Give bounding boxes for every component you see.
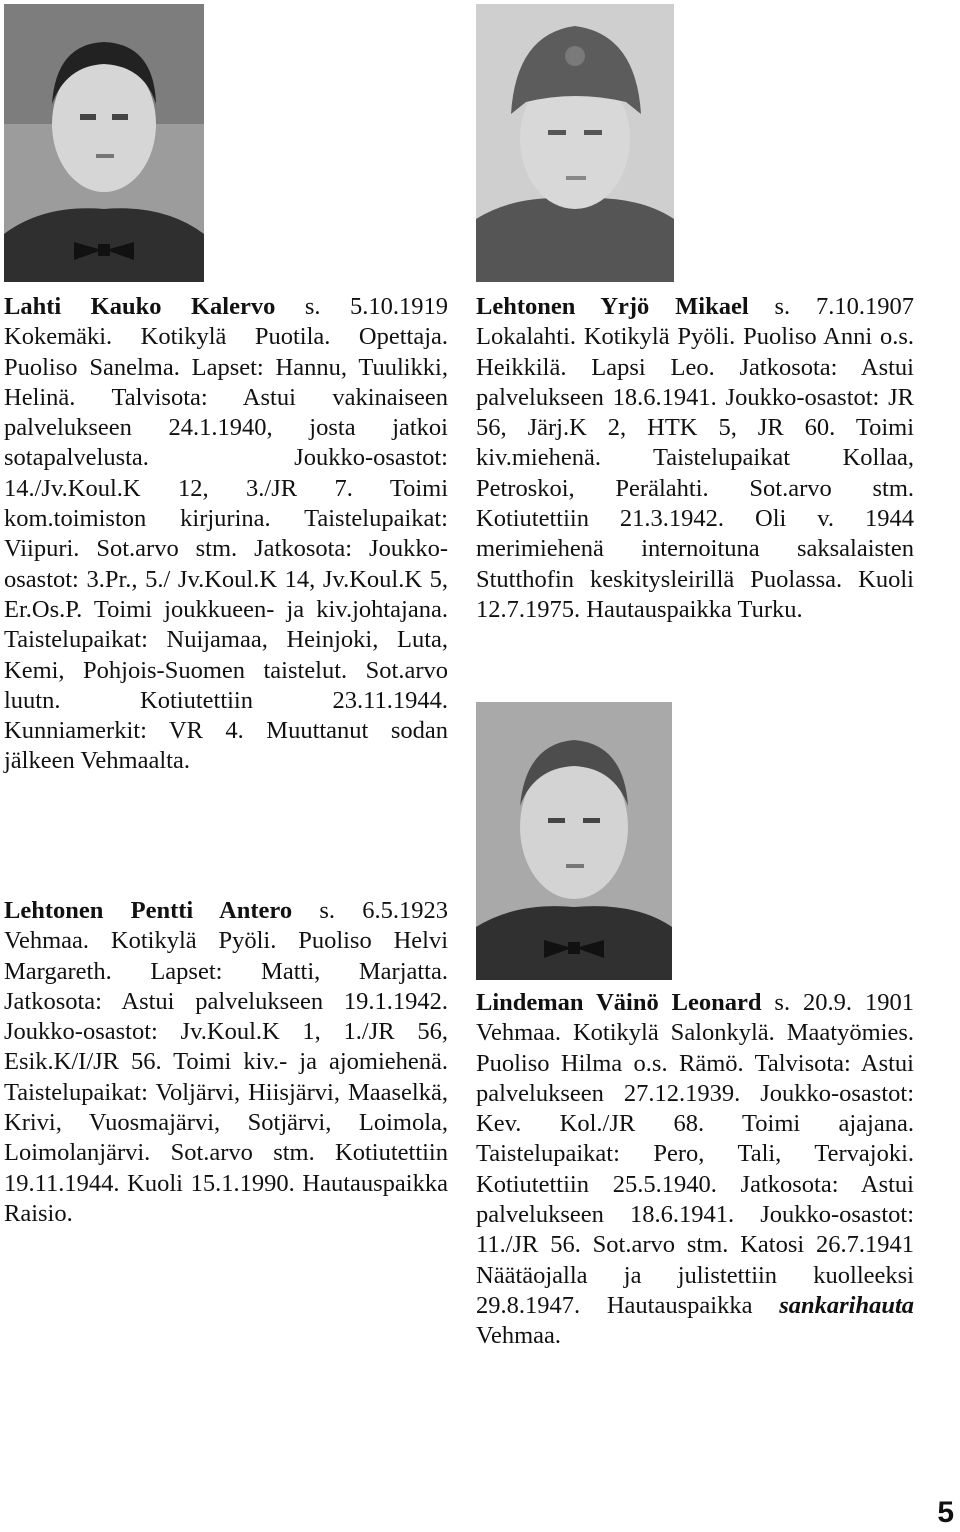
portrait-photo-lindeman [476, 702, 672, 980]
entry-tail: Vehmaa. [476, 1322, 562, 1350]
entry-name: Lahti Kauko Kalervo [4, 293, 276, 320]
entry-text: s. 7.10.1907 Lokalahti. Kotikylä Pyöli. Puoliso Anni o.s. Heikkilä. Lapsi Leo. Jatkosota: Astui palvelukseen 18.6.1941. Joukko-osastot: JR 56, Järj.K 2, HTK 5, JR 60. Toimi kiv.miehenä. Taistelupaikat Kollaa, Petroskoi, Perälahti. Sot.arvo stm. Kotiutettiin 21.3.1942. Oli v. 1944 merimiehenä internoituna saksalaisten Stutthofin keskitysleirillä Puolassa. Kuoli 12.7.1975. Hautauspaikka Turku. [476, 293, 914, 623]
page-number: 5 [937, 1496, 954, 1529]
entry-text: s. 6.5.1923 Vehmaa. Kotikylä Pyöli. Puoliso Helvi Margareth. Lapset: Matti, Marjatta. Jatkosota: Astui palvelukseen 19.1.1942. Joukko-osastot: Jv.Koul.K 1, 1./JR 56, Esik.K/I/JR 56. Toimi kiv.- ja ajomiehenä. Taistelupaikat: Voljärvi, Hiisjärvi, Maaselkä, Krivi, Vuosmajärvi, Sotjärvi, Loimola, Loimolanjärvi. Sot.arvo stm. Kotiutettiin 19.11.1944. Kuoli 15.1.1990. Hautauspaikka Raisio. [4, 897, 448, 1227]
portrait-photo-lahti [4, 4, 204, 282]
bio-entry-lehtonen-pentti [4, 896, 448, 1229]
entry-emphasis: sankarihauta [779, 1291, 914, 1319]
bio-entry-lehtonen-yrjo [476, 292, 914, 625]
bio-entry-lindeman [476, 988, 914, 1352]
entry-text: s. 20.9. 1901 Vehmaa. Kotikylä Salonkylä. Maatyömies. Puoliso Hilma o.s. Rämö. Talvisota: Astui palvelukseen 27.12.1939. Joukko-osastot: Kev. Kol./JR 68. Toimi ajajana. Taistelupaikat: Pero, Tali, Tervajoki. Kotiutettiin 25.5.1940. Jatkosota: Astui palvelukseen 18.6.1941. Joukko-osastot: 11./JR 56. Sot.arvo stm. Katosi 26.7.1941 Näätäojalla ja julistettiin kuolleeksi 29.8.1947. Hautauspaikka [476, 989, 914, 1319]
portrait-photo-lehtonen-yrjo [476, 4, 674, 282]
entry-name: Lehtonen Yrjö Mikael [476, 293, 749, 320]
entry-name: Lehtonen Pentti Antero [4, 897, 293, 924]
entry-text: s. 5.10.1919 Kokemäki. Kotikylä Puotila. Opettaja. Puoliso Sanelma. Lapset: Hannu, Tuulikki, Helinä. Talvisota: Astui vakinaiseen palvelukseen 24.1.1940, josta jatkoi sotapalvelusta. Joukko-osastot: 14./Jv.Koul.K 12, 3./JR 7. Toimi kom.toimiston kirjurina. Taistelupaikat: Viipuri. Sot.arvo stm. Jatkosota: Joukko-osastot: 3.Pr., 5./ Jv.Koul.K 14, Jv.Koul.K 5, Er.Os.P. Toimi joukkueen- ja kiv.johtajana. Taistelupaikat: Nuijamaa, Heinjoki, Luta, Kemi, Pohjois-Suomen taistelut. Sot.arvo luutn. Kotiutettiin 23.11.1944. Kunniamerkit: VR 4. Muuttanut sodan jälkeen Vehmaalta. [4, 293, 448, 775]
entry-name: Lindeman Väinö Leonard [476, 989, 762, 1016]
bio-entry-lahti [4, 292, 448, 777]
